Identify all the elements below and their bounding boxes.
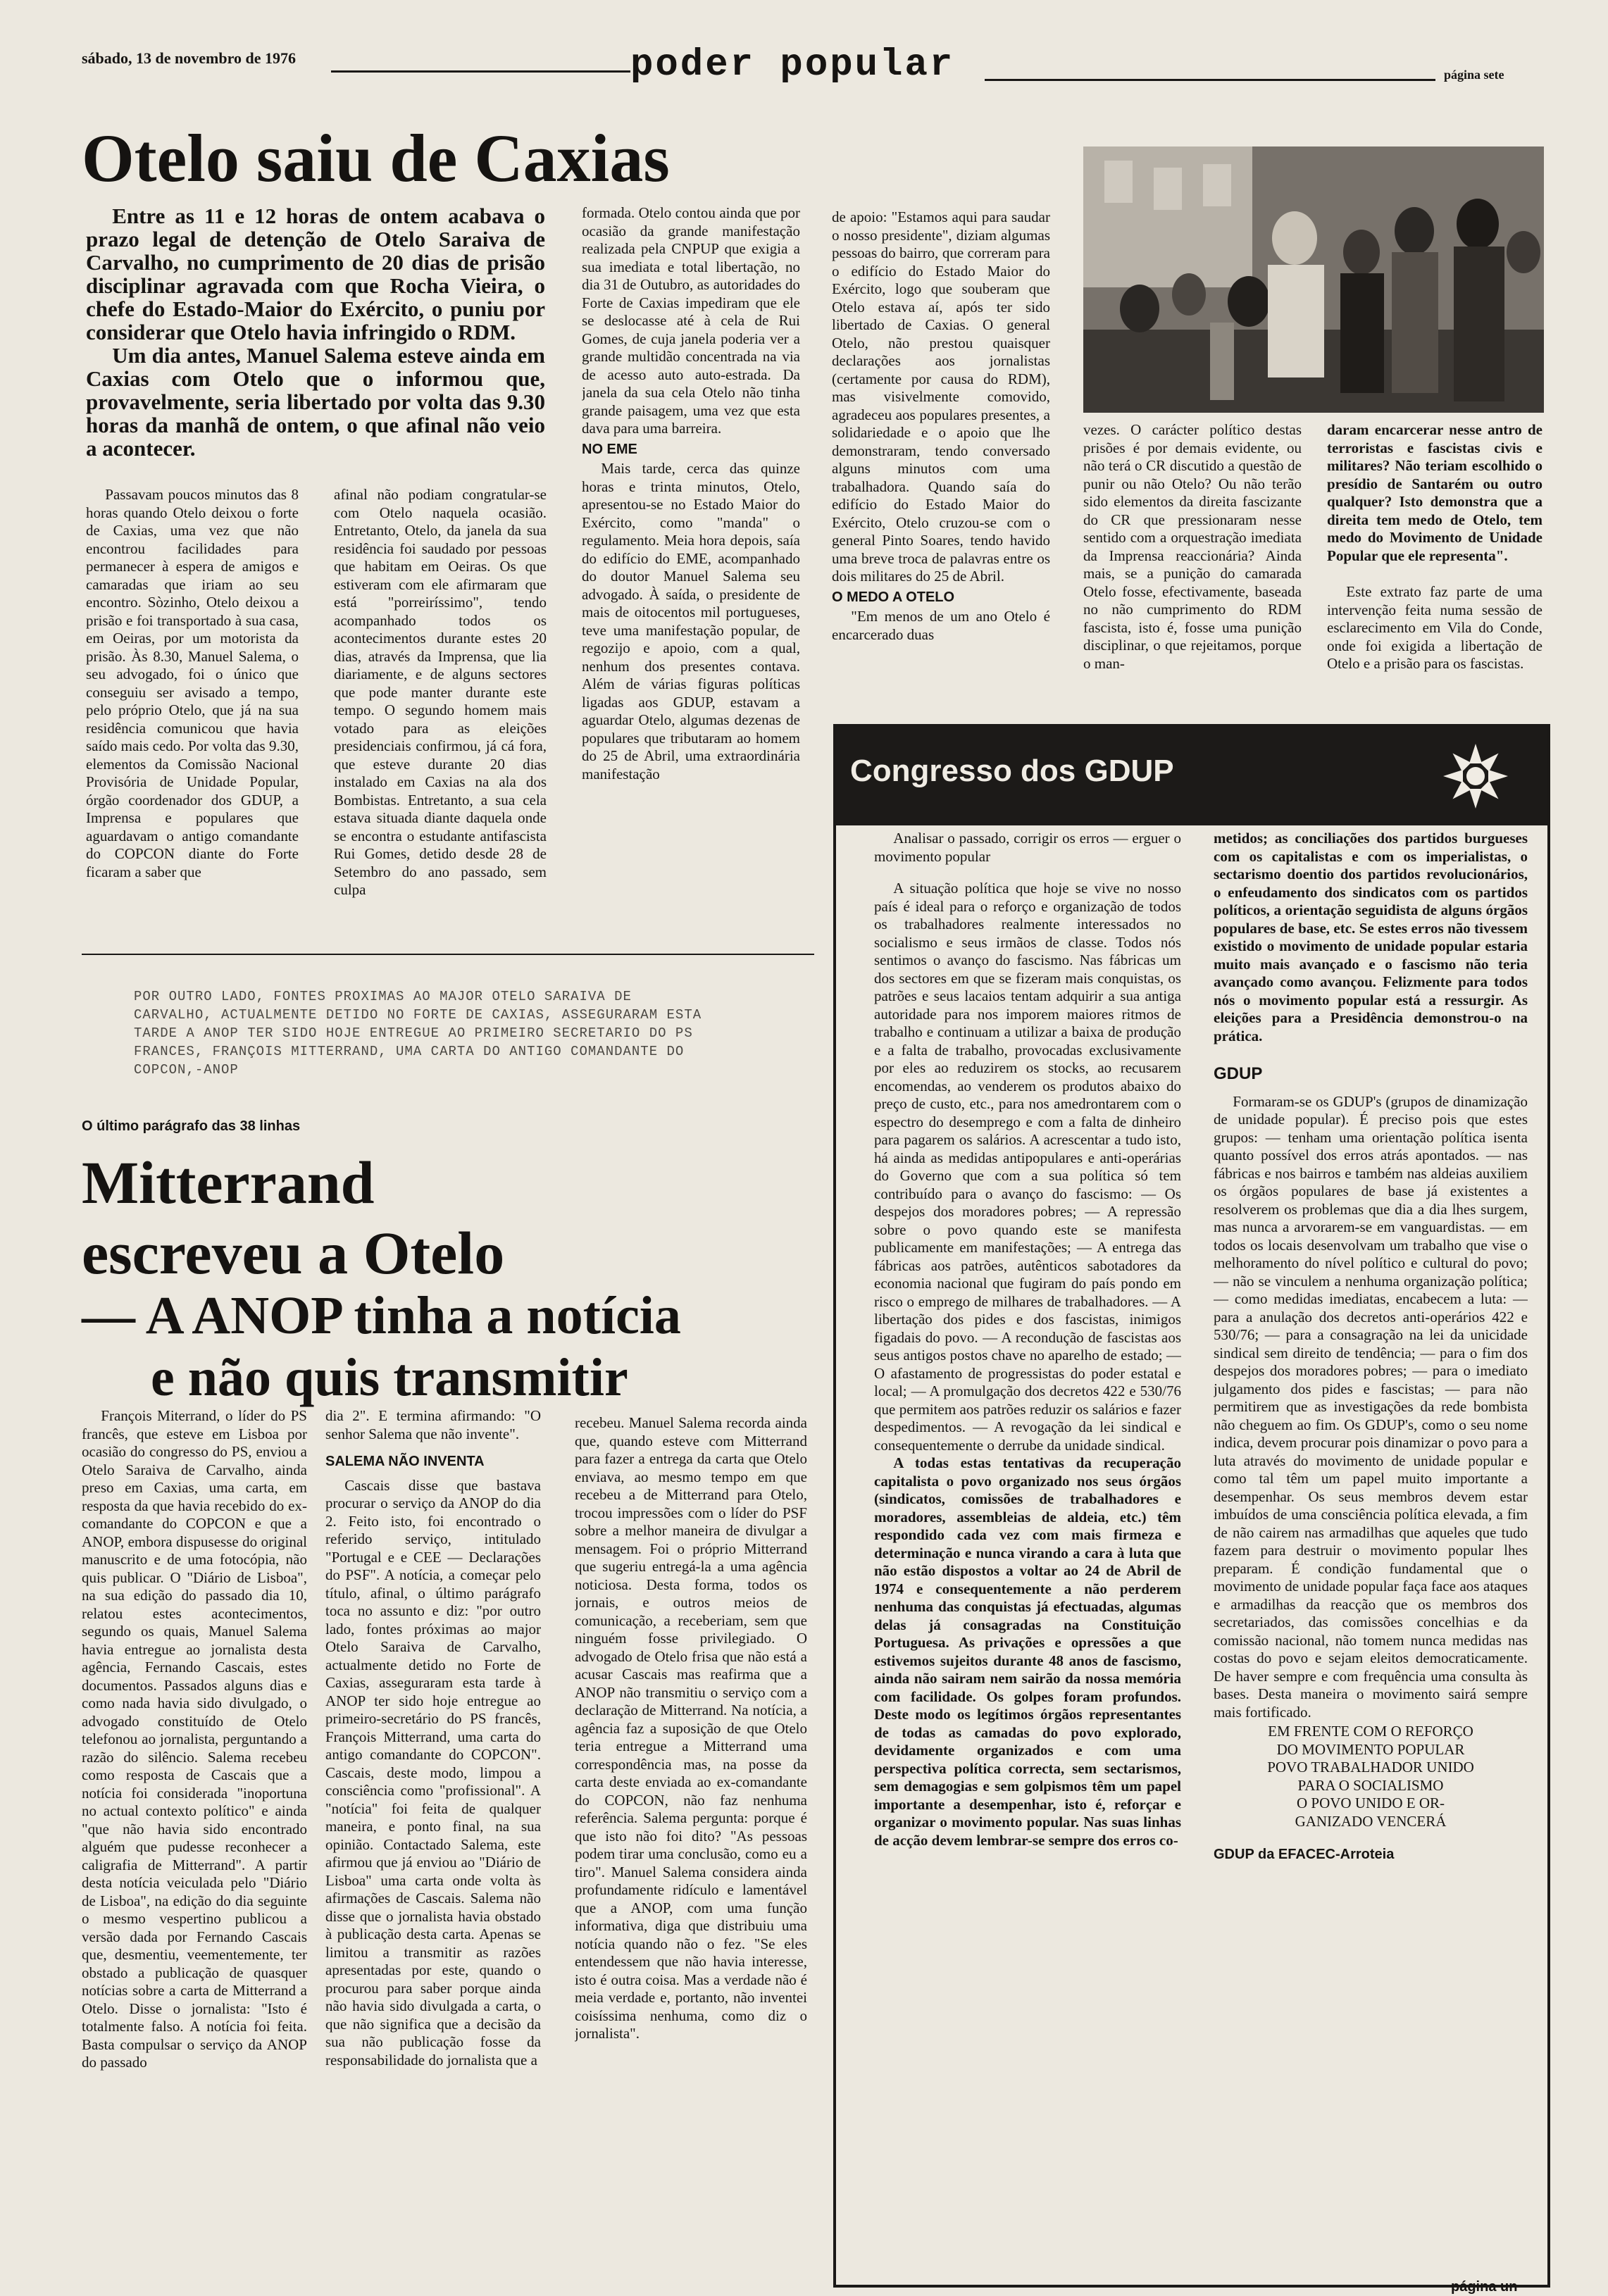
section-divider <box>82 954 814 955</box>
crowd-photo <box>1083 146 1544 413</box>
article1-lead <box>86 204 545 486</box>
slogan-line: PARA O SOCIALISMO <box>1297 1776 1444 1794</box>
gdup-intro: Analisar o passado, corrigir os erros — erguer o movimento popular <box>874 830 1181 865</box>
article1-column-5 <box>1083 421 1302 724</box>
lead-paragraph-1: Entre as 11 e 12 horas de ontem acabava o prazo legal de detenção de Otelo Saraiva de Carvalho, no cumprimento de 20 dias de prisão disciplinar agravada com que Rocha Vieira, o chefe do Estado-Maior do Exército, o puniu por considerar que Otelo havia infringido o RDM. <box>86 204 545 344</box>
telex-clipping <box>134 987 754 1079</box>
body-text: vezes. O carácter político destas prisões é por demais evidente, ou não terá o CR discutido a questão de punir ou não Otelo? Ou não terão sido elementos da direita fascizante do CR que pressionaram nesse sentido com a orquestração imediata da Imprensa reaccionária? Ainda mais, se a punição do camarada Otelo fosse, efectivamente, baseada no não cumprimento do RDM fascista, isto é, fosse uma punição disciplinar, o que rejeitamos, porque o man- <box>1083 421 1302 672</box>
article2-column-1 <box>82 1407 307 2268</box>
gdup-column-a <box>874 830 1181 2273</box>
article2-headline-line-3: — A ANOP tinha a notícia <box>82 1286 681 1345</box>
article1-column-6 <box>1327 421 1542 724</box>
article1-column-2 <box>334 486 547 944</box>
body-text: Passavam poucos minutos das 8 horas quando Otelo deixou o forte de Caxias, uma vez que não encontrou facilidades para permanecer à espera de amigos e camaradas que iriam ao seu encontro. Sòzinho, Otelo deixou a prisão e foi transportado à sua casa, em Oeiras, por um motorista da prisão. Às 8.30, Manuel Salema, o seu advogado, foi o único que conseguiu ser avisado a tempo, pelo próprio Otelo, que já na sua residência comunicou que havia saído mais cedo. Por volta das 9.30, elementos da Comissão Nacional Provisória de Unidade Popular, órgão coordenador dos GDUP, a Imprensa e populares que aguardavam o antigo comandante do COPCON diante do Forte ficaram a saber que <box>86 486 299 880</box>
header-rule-right <box>985 79 1435 81</box>
issue-date: sábado, 13 de novembro de 1976 <box>82 49 296 67</box>
body-text: François Miterrand, o líder do PS francês, que esteve em Lisboa por ocasião do congresso do PS, enviou a Otelo Saraiva de Carvalho, ainda preso em Caxias, uma carta, em resposta da que havia recebido do ex-comandante do COPCON e que a ANOP, embora dispusesse do original manuscrito e de uma fotocópia, não quis publicar. O "Diário de Lisboa", na sua edição do passado dia 10, relatou estes acontecimentos, segundo os quais, Manuel Salema havia entregue ao jornalista desta agência, Fernando Cascais, estes documentos. Passados alguns dias e como nada havia sido divulgado, o advogado constituído de Otelo telefonou ao jornalista, perguntando a razão do silêncio. Salema recebeu como resposta de Cascais que a notícia foi considerada "inoportuna no actual contexto político" e ainda "que não havia sido encontrado alguém que pudesse reconhecer a caligrafia de Mitterrand". A partir desta notícia veiculada pelo "Diário de Lisboa", na edição do dia seguinte o mesmo vespertino publicou a versão dada por Fernando Cascais que, desmentiu, veementemente, ter obstado a publicação de quasquer notícias sobre a carta de Mitterrand a Otelo. Disse o jornalista: "Isto é totalmente falso. A notícia foi feita. Basta compulsar o serviço da ANOP do passado <box>82 1407 307 2071</box>
lead-paragraph-2: Um dia antes, Manuel Salema esteve ainda em Caxias com Otelo que o informou que, provavelmente, seria libertado por volta das 9.30 horas da manhã de ontem, o que afinal não veio a acontecer. <box>86 343 545 461</box>
gdup-signature: GDUP da EFACEC-Arroteia <box>1214 1847 1395 1862</box>
subhead-medo-otelo: O MEDO A OTELO <box>832 589 955 605</box>
gdup-headline: Congresso dos GDUP <box>850 754 1174 788</box>
body-text: Formaram-se os GDUP's (grupos de dinamização de unidade popular). É preciso pois que estes grupos: — tenham uma orientação política isenta quanto possível dos erros atrás apontados. — nas fábricas e nos bairros e também nas aldeias auxiliem os órgãos populares de base já existentes a resolverem os problemas que dia a dia lhes surgem, mas nunca a arvorarem-se em vanguardistas. — em todos os locais desenvolvam um trabalho que vise o melhoramento do nível político e cultural do povo; — não se vinculem a nenhuma organização política; — como medidas imediatas, encabecem a luta: — para a anulação dos decretos anti-operários 422 e 530/76; — para a consagração na lei da unicidade sindical sem direito de tendência; — para o fim dos despejos dos moradores pobres; — para o imediato julgamento dos pides e fascistas; — para não permitirem que as investigações da rede bombista não cheguem ao fim. Os GDUP's, como o seu nome indica, devem procurar pois dinamizar o povo para a luta através do movimento de unidade popular e como tal têm um papel muito importante a desempenhar. Os seus membros devem estar imbuídos de uma consciência política elevada, a fim de não cairem nas armadilhas que aqueles que tudo fazem para destruir o movimento popular lhes preparam. É condição fundamental que o movimento de unidade popular faça face aos ataques e armadilhas da reacção que os membros dos secretariados, das comissões concelhias e da comissão nacional, não tomem nunca medidas nas costas do povo e sejam eleitos democraticamente. De haver sempre e com frequência uma consulta às bases. Desta maneira o movimento sairá sempre mais fortificado. <box>1214 1092 1528 1721</box>
body-text: Este extrato faz parte de uma intervenção feita numa sessão de esclarecimento em Vila do Conde, onde foi exigida a libertação de Otelo e a prisão para os fascistas. <box>1327 583 1542 672</box>
article2-headline-line-1: Mitterrand <box>82 1149 375 1216</box>
body-text-bold: metidos; as conciliações dos partidos burgueses com os capitalistas e com os imperialistas, o sectarismo doentio dos partidos revolucionários, o enfeudamento dos sindicatos com os partidos políticos, a orientação seguidista de alguns órgãos populares de base, etc. Se estes erros não tivessem existido o movimento de unidade popular estaria muito mais avançado e o fascismo não teria avançado como avançou. Felizmente para todos nós o movimento popular está a ressurgir. As eleições para a Presidência demonstrou-o na prática. <box>1214 830 1528 1044</box>
body-text: daram encarcerar nesse antro de terroristas e fascistas civis e militares? Não teriam escolhido o presídio de Santarém ou outro qualquer? Isto demonstra que a direita tem medo de Otelo, tem medo do Movimento de Unidade Popular que ele representa". <box>1327 421 1542 564</box>
gdup-header-bar <box>836 727 1547 825</box>
telex-line: POR OUTRO LADO, FONTES PROXIMAS AO MAJOR OTELO SARAIVA DE <box>134 989 632 1004</box>
star-burst-icon <box>1439 740 1512 813</box>
article2-headline-line-2: escreveu a Otelo <box>82 1219 505 1287</box>
masthead: poder popular <box>630 44 955 87</box>
article1-headline: Otelo saiu de Caxias <box>82 120 670 196</box>
article2-column-3 <box>575 1414 807 2268</box>
gdup-slogan <box>1214 1723 1528 1830</box>
telex-caption: O último parágrafo das 38 linhas <box>82 1118 301 1134</box>
body-text: afinal não podiam congratular-se com Otelo naquela ocasião. Entretanto, Otelo, da janela da sua residência foi saudado por pessoas que habitam em Oeiras. Os que estiveram com ele afirmaram que está "porreiríssimo", tendo acompanhado todos os acontecimentos durante estes 20 dias, através da Imprensa, que lia diariamente, e de alguns sectores que pode manter durante este tempo. O segundo homem mais votado para as eleições presidenciais confirmou, já cá fora, que esteve durante 20 dias instalado em Caxias na ala dos Bombistas. Entretanto, a sua cela estava situada diante daquela onde se encontra o estudante antifascista Rui Gomes, detido desde 28 de Setembro do ano passado, sem culpa <box>334 486 547 898</box>
article1-column-1 <box>86 486 299 944</box>
telex-line: COPCON,-ANOP <box>134 1062 239 1078</box>
telex-line: TARDE A ANOP TER SIDO HOJE ENTREGUE AO PRIMEIRO SECRETARIO DO PS <box>134 1025 693 1041</box>
telex-line: FRANCES, FRANÇOIS MITTERRAND, UMA CARTA DO ANTIGO COMANDANTE DO <box>134 1044 685 1059</box>
slogan-line: EM FRENTE COM O REFORÇO <box>1268 1723 1473 1740</box>
subhead-no-eme: NO EME <box>582 441 637 457</box>
body-text: dia 2". E termina afirmando: "O senhor Salema que não invente". <box>325 1407 541 1442</box>
telex-line: CARVALHO, ACTUALMENTE DETIDO NO FORTE DE CAXIAS, ASSEGURARAM ESTA <box>134 1007 702 1023</box>
body-text: Cascais disse que bastava procurar o serviço da ANOP do dia 2. Feito isto, foi encontrado o referido serviço, intitulado "Portugal e e CEE — Declarações do PSF". A notícia, a começar pelo título, afinal, o último parágrafo toca no assunto e diz: "por outro lado, fontes próximas ao major Otelo Saraiva de Carvalho, actualmente detido no Forte de Caxias, asseguraram esta tarde à ANOP ter sido hoje entregue ao primeiro-secretário do PS francês, François Mitterrand, uma carta do antigo comandante do COPCON". Cascais, deste modo, limpou a consciência como "profissional". A "notícia" foi feita de qualquer maneira, e ponto final, na sua opinião. Contactado Salema, este afirmou que já enviou ao "Diário de Lisboa" uma carta onde volta às afirmações de Cascais. Salema não disse que o jornalista havia obstado à publicação desta carta. Apenas se limitou a transmitir as razões apresentadas por este, quando o procurou para saber porque ainda não havia sido divulgada a carta, o que não significa que a decisão da sua não publicação fosse da responsabilidade do jornalista que a <box>325 1476 541 2069</box>
slogan-line: GANIZADO VENCERÁ <box>1295 1812 1447 1830</box>
slogan-line: DO MOVIMENTO POPULAR <box>1276 1740 1465 1758</box>
page-number: página sete <box>1444 68 1504 82</box>
article2-column-2 <box>325 1407 541 2268</box>
subhead-gdup: GDUP <box>1214 1064 1263 1083</box>
header-rule-left <box>331 70 630 73</box>
body-text: recebeu. Manuel Salema recorda ainda que, quando esteve com Mitterrand para fazer a entrega da carta que Otelo enviava, ao mesmo tempo em que recebeu a de Mitterrand para Otelo, trocou impressões com o líder do PSF sobre a melhor maneira de divulgar a mensagem. Foi o próprio Mitterrand que sugeriu entregá-la a uma agência noticiosa. Desta forma, todos os jornais, e outros meios de comunicação, a receberiam, sem que ninguém fosse privilegiado. O advogado de Otelo frisa que não está a acusar Cascais mas reafirma que a ANOP não transmitiu o serviço com a declaração de Mitterrand. Na notícia, a agência faz a suposição de que Otelo teria entregue a Mitterrand uma correspondência mas, na posse da carta deste enviada ao ex-comandante do COPCON, não faz nenhuma referência. Salema pergunta: porque é que isto não foi dito? "As pessoas podem tirar uma conclusão, como eu a tiro". Manuel Salema considera ainda profundamente ridículo e lamentável que a ANOP, com uma função informativa, diga que distribuiu uma notícia quando não o fez. "Se eles entendessem que não havia interesse, isto é outra coisa. Mas a verdade não é meia verdade e, portanto, não inventei coisíssima nenhuma, como diz o jornalista". <box>575 1414 807 2042</box>
slogan-line: POVO TRABALHADOR UNIDO <box>1267 1759 1474 1776</box>
article2-headline-line-4: e não quis transmitir <box>151 1348 628 1407</box>
body-text: de apoio: "Estamos aqui para saudar o nosso presidente", diziam algumas pessoas do bairro, que correram para o edifício do Estado Maior do Exército, logo que souberam que Otelo estava aí, após ter sido libertado de Caxias. O general Otelo, não prestou quaisquer declarações aos jornalistas (certamente por causa do RDM), mas visivelmente comovido, agradeceu aos populares presentes, a solidariedade e o apoio que lhe demonstraram, tendo conversado alguns minutos com uma trabalhadora. Quando saía do edifício do Estado Maior do Exército, Otelo cruzou-se com o general Pinto Soares, tendo havido uma breve troca de palavras entre os dois militares do 25 de Abril. <box>832 208 1050 585</box>
body-text: formada. Otelo contou ainda que por ocasião da grande manifestação realizada pela CNPUP que exigia a sua imediata e total libertação, no dia 31 de Outubro, as autoridades do Forte de Caxias impediram que ele se deslocasse até à cela de Rui Gomes, de cuja janela poderia ver a grande multidão concentrada na via de acesso auto auto-estrada. Da janela da sua cela Otelo não tinha grande paisagem, uma vez que esta dava para uma barreira. <box>582 204 800 437</box>
body-text: "Em menos de um ano Otelo é encarcerado duas <box>832 608 1050 643</box>
slogan-line: O POVO UNIDO E OR- <box>1297 1795 1445 1811</box>
article1-column-4 <box>832 208 1050 723</box>
article1-column-3 <box>582 204 800 944</box>
next-page-label: página un <box>1451 2279 1518 2295</box>
crowd-photo-illustration <box>1083 146 1544 413</box>
subhead-salema: SALEMA NÃO INVENTA <box>325 1454 485 1469</box>
gdup-congress-box <box>833 724 1550 2288</box>
body-text: A situação política que hoje se vive no nosso país é ideal para o reforço e organização de todos os trabalhadores realmente interessados no socialismo e seus irmãos de classe. Todos nós sentimos o avanço do fascismo. Nas fábricas um dos sectores em que se fizeram mais conquistas, os patrões e seus lacaios tentam adquirir a sua antiga autoridade para nos imporem maiores ritmos de trabalho e continuam a utilizar a baixa de produção e a falta de trabalho, provocadas exclusivamente por eles ao reduzirem os stocks, ao recusarem encomendas, ao venderem os produtos abaixo do preço de custo, etc., para nos amedrontarem com o espectro do desemprego e com a falta de dinheiro para pagarem os salários. A acrescentar a tudo isto, há ainda as medidas antipopulares e anti-operárias do Governo que com a sua política só tem contribuído para o avanço do fascismo: — Os despejos dos moradores pobres; — A repressão sobre o povo quando este se manifesta publicamente em manifestações; — A entrega das fábricas aos patrões, autênticos sabotadores da economia nacional que fugiram do país pondo em risco o emprego de milhares de trabalhadores. — A libertação dos pides e dos fascistas, inimigos figadais do povo. — A recondução de fascistas aos seus antigos postos chave no aparelho de estado; — O afastamento de progressistas do poder estatal e local; — A promulgação dos decretos 422 e 530/76 que permitem aos patrões reduzir os salários e fazer despedimentos. — A revogação da lei sindical e consequentemente o derrube da unidade sindical. <box>874 880 1181 1454</box>
body-text-bold: A todas estas tentativas da recuperação capitalista o povo organizado nos seus órgãos (sindicatos, comissões de trabalhadores e moradores, assembleias de aldeia, etc.) têm respondido cada vez com mais firmeza e determinação e nunca virando a cara à luta que não estão dispostos a voltar ao 24 de Abril de 1974 e consequentemente a não perderem nenhuma das conquistas já efectuadas, algumas delas já consagradas na Constituição Portuguesa. As privações e opressões a que estivemos sujeitos durante 48 anos de fascismo, ainda não sairam nem sairão da nossa memória com facilidade. Os golpes foram profundos. Deste modo os legítimos órgãos representantes de todas as camadas do povo explorado, devidamente organizados e com uma perspectiva política correcta, sem sectarismos, sem demagogias e sem golpismos têm um papel importante a desempenhar, isto é, reforçar e organizar o movimento popular. Nas suas linhas de acção devem lembrar-se sempre dos erros co- <box>874 1454 1181 1849</box>
gdup-column-b <box>1214 830 1528 2273</box>
body-text: Mais tarde, cerca das quinze horas e trinta minutos, Otelo, apresentou-se no Estado Maior do Exército, como "manda" o regulamento. Meia hora depois, saía do edifício do EME, acompanhado do doutor Manuel Salema seu advogado. À saída, o presidente de mais de oitocentos mil portugueses, teve uma manifestação popular, de regozijo e apoio, com a qual, nenhum dos presentes contava. Além de várias figuras políticas ligadas aos GDUP, estavam a aguardar Otelo, algumas dezenas de populares que tributaram ao homem do 25 de Abril, uma extraordinária manifestação <box>582 460 800 782</box>
